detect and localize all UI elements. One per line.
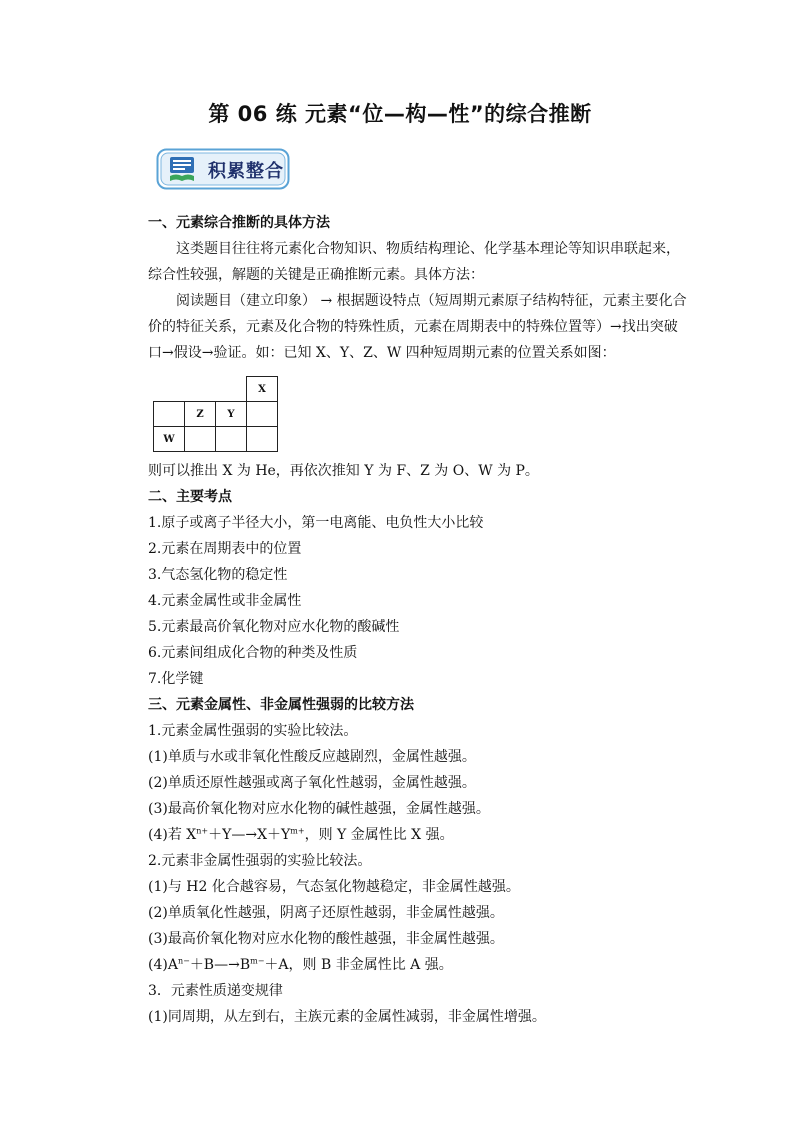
table-cell xyxy=(185,377,216,402)
table-row xyxy=(154,402,278,427)
list-item: 5.元素最高价氧化物对应水化物的酸碱性 xyxy=(148,619,400,635)
metal-rule-equation xyxy=(148,822,688,848)
nonmetal-rule: (1)与 H2 化合越容易，气态氢化物越稳定，非金属性越强。 xyxy=(148,879,520,895)
page-title: 第 06 练 元素“位—构—性”的综合推断 xyxy=(208,102,592,126)
equation-text: (4)若 X xyxy=(148,827,197,843)
metal-rule: (2)单质还原性越强或离子氧化性越弱，金属性越强。 xyxy=(148,775,476,791)
equation-text: ，则 Y 金属性比 X 强。 xyxy=(304,827,454,843)
list-item: 7.化学键 xyxy=(148,671,204,687)
metal-rule: (3)最高价氧化物对应水化物的碱性越强，金属性越强。 xyxy=(148,801,490,817)
section2-heading: 二、主要考点 xyxy=(148,489,232,505)
section3-heading: 三、元素金属性、非金属性强弱的比较方法 xyxy=(148,697,414,713)
equation-text: ＋Y—→X＋Y xyxy=(208,827,291,843)
table-row xyxy=(154,377,278,402)
list-item: 4.元素金属性或非金属性 xyxy=(148,593,302,609)
charge-superscript: m+ xyxy=(290,826,305,836)
nonmetal-rule: (2)单质氧化性越强，阴离子还原性越弱，非金属性越强。 xyxy=(148,905,504,921)
trend-rule: (1)同周期，从左到右，主族元素的金属性减弱，非金属性增强。 xyxy=(148,1009,546,1025)
table-cell xyxy=(247,427,278,452)
list-item: 2.元素在周期表中的位置 xyxy=(148,541,302,557)
equation-text: (4)A xyxy=(148,957,178,973)
document-body xyxy=(148,210,688,1030)
list-item: 6.元素间组成化合物的种类及性质 xyxy=(148,645,358,661)
section1-conclusion: 则可以推出 X 为 He，再依次推知 Y 为 F、Z 为 O、W 为 P。 xyxy=(148,463,539,479)
nonmetal-subheading: 2.元素非金属性强弱的实验比较法。 xyxy=(148,853,372,869)
equation-text: ＋A，则 B 非金属性比 A 强。 xyxy=(264,957,453,973)
table-cell xyxy=(185,427,216,452)
section-banner xyxy=(156,148,290,190)
metal-subheading: 1.元素金属性强弱的实验比较法。 xyxy=(148,723,358,739)
banner-label: 积累整合 xyxy=(208,161,284,182)
charge-superscript: n+ xyxy=(196,826,209,836)
nonmetal-rule: (3)最高价氧化物对应水化物的酸性越强，非金属性越强。 xyxy=(148,931,504,947)
charge-superscript: n− xyxy=(177,956,190,966)
equation-text: ＋B—→B xyxy=(189,957,251,973)
table-cell xyxy=(216,427,247,452)
book-screen-icon xyxy=(170,157,194,181)
table-row xyxy=(154,427,278,452)
section1-paragraph: 这类题目往往将元素化合物知识、物质结构理论、化学基本理论等知识串联起来，综合性较强，解题的关键是正确推断元素。具体方法： xyxy=(148,241,680,283)
table-cell xyxy=(154,402,185,427)
table-cell: W xyxy=(154,427,185,452)
element-position-table xyxy=(153,376,278,452)
charge-superscript: m− xyxy=(250,956,265,966)
trend-subheading: 3．元素性质递变规律 xyxy=(148,983,283,999)
list-item: 3.气态氢化物的稳定性 xyxy=(148,567,288,583)
table-cell xyxy=(154,377,185,402)
table-cell: Y xyxy=(216,402,247,427)
table-cell xyxy=(247,402,278,427)
section1-method-paragraph: 阅读题目（建立印象） → 根据题设特点（短周期元素原子结构特征，元素主要化合价的特征关系，元素及化合物的特殊性质，元素在周期表中的特殊位置等）→找出突破口→假设→验证。如：已知 X、Y、Z、W 四种短周期元素的位置关系如图： xyxy=(148,293,687,361)
table-cell xyxy=(216,377,247,402)
section1-heading: 一、元素综合推断的具体方法 xyxy=(148,215,330,231)
table-cell: Z xyxy=(185,402,216,427)
nonmetal-rule-equation xyxy=(148,952,688,978)
list-item: 1.原子或离子半径大小，第一电离能、电负性大小比较 xyxy=(148,515,484,531)
metal-rule: (1)单质与水或非氧化性酸反应越剧烈，金属性越强。 xyxy=(148,749,476,765)
table-cell: X xyxy=(247,377,278,402)
